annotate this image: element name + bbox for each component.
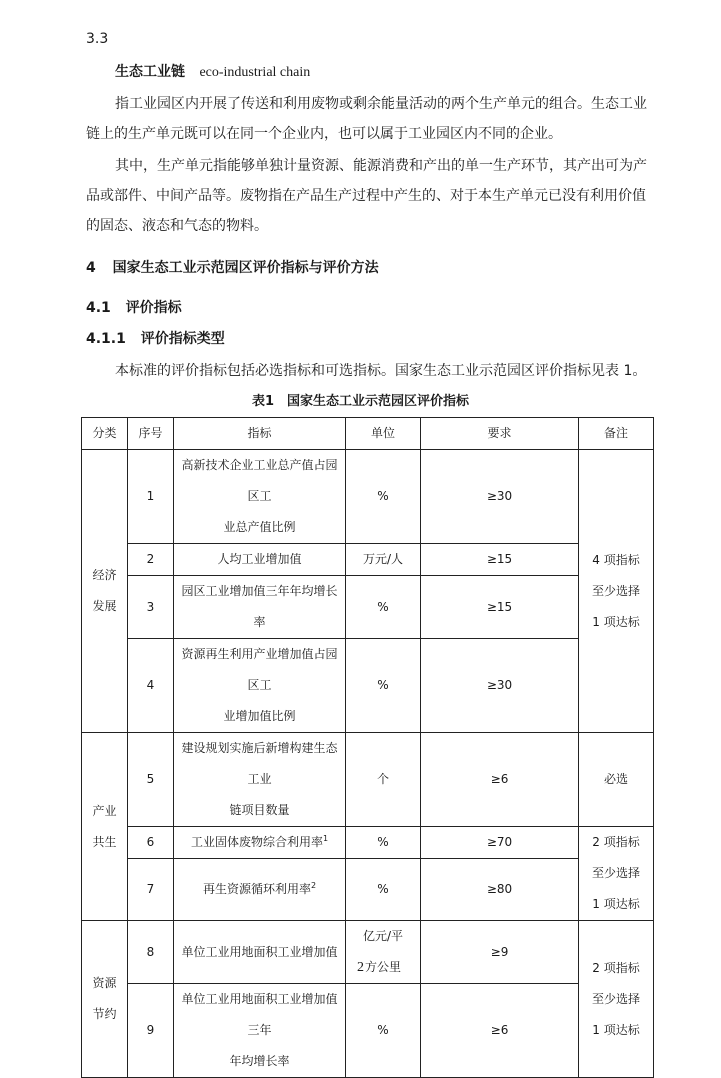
category-cell bbox=[82, 733, 128, 921]
indicator-line: 业增加值比例 bbox=[223, 709, 296, 723]
unit-cell: % bbox=[346, 827, 421, 859]
para3: 本标准的评价指标包括必选指标和可选指标。国家生态工业示范园区评价指标见表 1。 bbox=[115, 363, 647, 379]
note-line: 1 项达标 bbox=[592, 1022, 640, 1037]
term-en: eco-industrial chain bbox=[199, 65, 311, 80]
number-cell: 5 bbox=[128, 733, 174, 827]
indicator-line: 业总产值比例 bbox=[223, 520, 296, 534]
para1-line2: 链上的生产单元既可以在同一个企业内，也可以属于工业园区内不同的企业。 bbox=[86, 126, 562, 142]
heading-4-1-1-number: 4.1.1 bbox=[86, 331, 126, 347]
indicator-line: 单位工业用地面积工业增加值三年 bbox=[181, 992, 338, 1037]
category-line: 经济 bbox=[92, 568, 117, 582]
heading-4-1-title: 评价指标 bbox=[125, 300, 182, 316]
number-cell: 7 bbox=[128, 859, 174, 921]
note-line: 2 项指标 bbox=[592, 835, 640, 849]
note-line: 4 项指标 bbox=[592, 552, 640, 567]
unit-cell: 万元/人 bbox=[346, 544, 421, 576]
heading-4-1 bbox=[86, 299, 182, 317]
indicator-cell bbox=[174, 639, 346, 733]
heading-4-number: 4 bbox=[86, 260, 96, 276]
requirement-cell: ≥30 bbox=[421, 639, 579, 733]
term-heading bbox=[115, 63, 310, 82]
note-cell bbox=[579, 921, 654, 1078]
unit-cell: % bbox=[346, 576, 421, 639]
number-cell: 9 bbox=[128, 984, 174, 1078]
header-number: 序号 bbox=[128, 418, 174, 450]
indicator-cell bbox=[174, 733, 346, 827]
indicator-cell bbox=[174, 984, 346, 1078]
requirement-cell: ≥15 bbox=[421, 576, 579, 639]
heading-4-title: 国家生态工业示范园区评价指标与评价方法 bbox=[112, 260, 379, 276]
para2-line1: 其中，生产单元指能够单独计量资源、能源消费和产出的单一生产环节，其产出可为产 bbox=[115, 158, 647, 174]
heading-4 bbox=[86, 259, 379, 277]
table-header-row bbox=[82, 418, 654, 450]
requirement-cell: ≥6 bbox=[421, 733, 579, 827]
indicator-cell: 园区工业增加值三年年均增长率 bbox=[174, 576, 346, 639]
unit-cell: % bbox=[346, 639, 421, 733]
header-indicator: 指标 bbox=[174, 418, 346, 450]
unit-cell: % bbox=[346, 984, 421, 1078]
para1-line1: 指工业园区内开展了传送和利用废物或剩余能量活动的两个生产单元的组合。生态工业 bbox=[115, 96, 647, 112]
unit-cell: 个 bbox=[346, 733, 421, 827]
indicator-text: 工业固体废物综合利用率 bbox=[190, 835, 323, 849]
indicator-line: 建设规划实施后新增构建生态工业 bbox=[181, 741, 338, 786]
category-line: 节约 bbox=[92, 1007, 117, 1021]
category-cell bbox=[82, 450, 128, 733]
unit-cell: % bbox=[346, 859, 421, 921]
note-line: 至少选择 bbox=[591, 583, 640, 598]
note-line: 2 项指标 bbox=[592, 960, 640, 975]
table-row bbox=[82, 639, 654, 733]
header-requirement: 要求 bbox=[421, 418, 579, 450]
heading-4-1-1 bbox=[86, 330, 225, 348]
page-number: 2 bbox=[357, 960, 364, 975]
note-line: 1 项达标 bbox=[592, 897, 640, 911]
table-row bbox=[82, 984, 654, 1078]
heading-4-1-number: 4.1 bbox=[86, 300, 111, 316]
category-line: 共生 bbox=[92, 834, 117, 849]
number-cell: 2 bbox=[128, 544, 174, 576]
indicator-cell: 人均工业增加值 bbox=[174, 544, 346, 576]
header-note: 备注 bbox=[579, 418, 654, 450]
table-caption: 表1 国家生态工业示范园区评价指标 bbox=[251, 394, 470, 409]
unit-line: 方公里 bbox=[364, 960, 401, 974]
category-line: 资源 bbox=[92, 976, 117, 990]
indicator-cell bbox=[174, 859, 346, 921]
header-category: 分类 bbox=[82, 418, 128, 450]
note-cell: 必选 bbox=[579, 733, 654, 827]
unit-cell: % bbox=[346, 450, 421, 544]
heading-4-1-1-title: 评价指标类型 bbox=[140, 331, 225, 347]
table-row bbox=[82, 827, 654, 859]
requirement-cell: ≥6 bbox=[421, 984, 579, 1078]
indicator-line: 年均增长率 bbox=[229, 1054, 290, 1068]
note-cell bbox=[579, 450, 654, 733]
footnote-mark: 1 bbox=[322, 834, 329, 843]
table-row bbox=[82, 733, 654, 827]
indicator-text: 再生资源循环利用率 bbox=[202, 882, 311, 896]
header-unit: 单位 bbox=[346, 418, 421, 450]
category-line: 产业 bbox=[92, 803, 117, 818]
requirement-cell: ≥70 bbox=[421, 827, 579, 859]
indicator-line: 链项目数量 bbox=[229, 803, 290, 817]
table-row bbox=[82, 544, 654, 576]
number-cell: 4 bbox=[128, 639, 174, 733]
requirement-cell: ≥30 bbox=[421, 450, 579, 544]
para2-line2: 品或部件、中间产品等。废物指在产品生产过程中产生的、对于本生产单元已没有利用价值 bbox=[86, 188, 646, 204]
indicator-cell bbox=[174, 450, 346, 544]
table-row bbox=[82, 859, 654, 921]
indicator-line: 高新技术企业工业总产值占园区工 bbox=[181, 458, 338, 503]
note-cell bbox=[579, 827, 654, 921]
indicator-table bbox=[81, 417, 654, 1078]
indicator-cell: 单位工业用地面积工业增加值 bbox=[174, 921, 346, 984]
table-row bbox=[82, 450, 654, 544]
indicator-cell bbox=[174, 827, 346, 859]
note-line: 1 项达标 bbox=[592, 614, 640, 629]
table-row bbox=[82, 576, 654, 639]
unit-line: 亿元/平 bbox=[362, 929, 404, 943]
number-cell: 8 bbox=[128, 921, 174, 984]
indicator-line: 资源再生利用产业增加值占园区工 bbox=[181, 647, 338, 692]
number-cell: 3 bbox=[128, 576, 174, 639]
para2-line3: 的固态、液态和气态的物料。 bbox=[86, 218, 268, 234]
note-line: 至少选择 bbox=[591, 866, 640, 880]
number-cell: 6 bbox=[128, 827, 174, 859]
note-line: 至少选择 bbox=[591, 991, 640, 1006]
requirement-cell: ≥80 bbox=[421, 859, 579, 921]
requirement-cell: ≥15 bbox=[421, 544, 579, 576]
requirement-cell: ≥9 bbox=[421, 921, 579, 984]
number-cell: 1 bbox=[128, 450, 174, 544]
section-number: 3.3 bbox=[86, 31, 109, 47]
category-cell bbox=[82, 921, 128, 1078]
category-line: 发展 bbox=[92, 599, 117, 613]
footnote-mark: 2 bbox=[310, 881, 317, 890]
term-zh: 生态工业链 bbox=[115, 64, 185, 80]
